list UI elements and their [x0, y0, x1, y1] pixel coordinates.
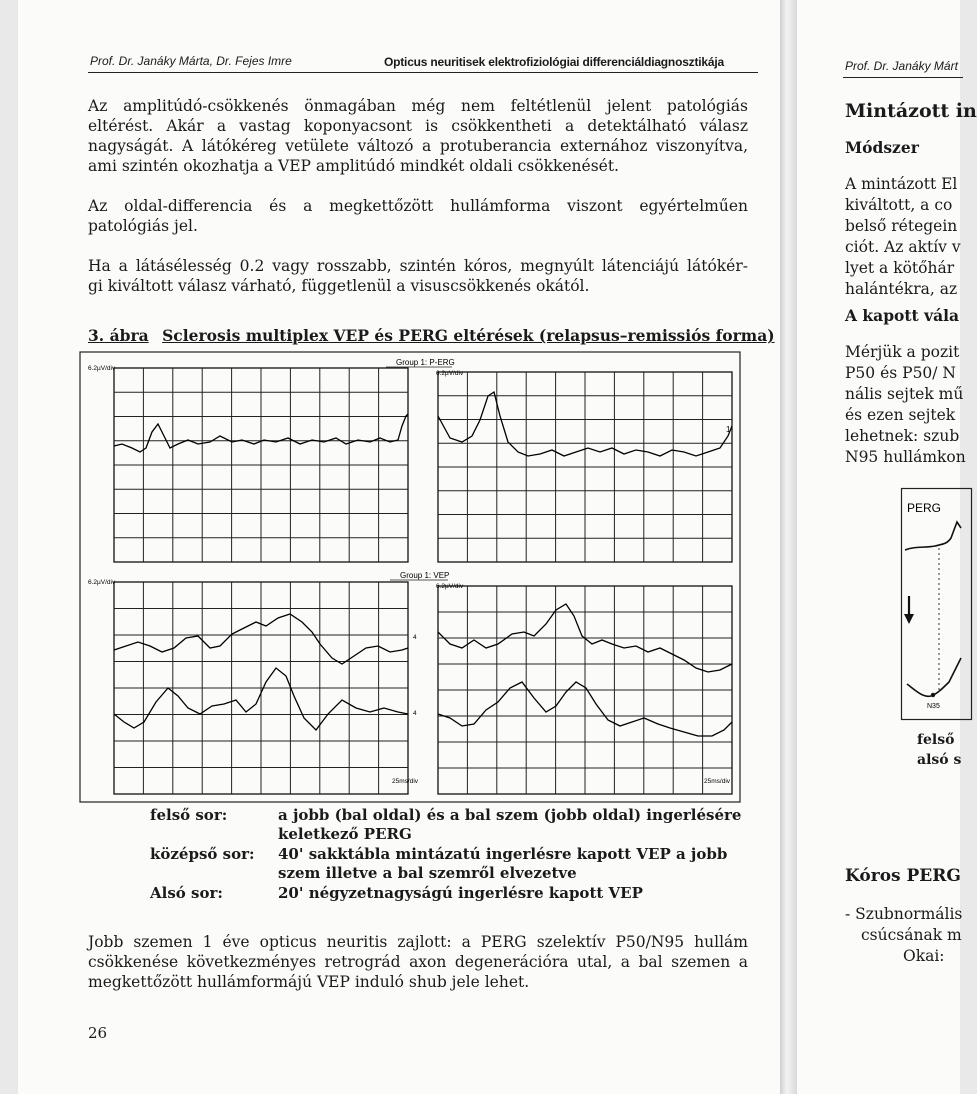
paragraph-line: kiváltott, a co [845, 196, 953, 214]
perg-group-label: Group 1: P-ERG [396, 358, 455, 367]
down-arrow-icon [904, 614, 914, 624]
caption-line: alsó s [917, 752, 962, 768]
right-figure-label: PERG [907, 501, 942, 515]
paragraph-1 [88, 96, 748, 176]
right-page [797, 0, 977, 1094]
list-item: Okai: [903, 947, 945, 965]
paragraph-3 [88, 256, 748, 296]
paragraph-line: Jobb szemen 1 éve opticus neuritis zajlott: a PERG szelektív P50/N95 hullám [88, 933, 748, 951]
right-n35-point [931, 693, 935, 697]
paragraph-line: lehetnek: szub [845, 427, 960, 445]
vep-group-label: Group 1: VEP [400, 571, 450, 580]
right-perg-figure [901, 488, 961, 720]
paragraph-line: A mintázott El [845, 175, 958, 193]
vep-left-scale: 6.2µV/div [88, 579, 116, 586]
figure-title [88, 326, 775, 345]
caption-text: a jobb (bal oldal) és a bal szem (jobb oldal) ingerlésére [278, 806, 742, 824]
paragraph-line: nális sejtek mű [845, 385, 964, 403]
caption-label: felső sor: [150, 806, 228, 824]
left-page [18, 0, 780, 1094]
paragraph-line: és ezen sejtek [845, 406, 956, 424]
vep-marker-upper: 4 [413, 634, 417, 641]
right-running-header: Prof. Dr. Janáky Márt [845, 59, 958, 73]
right-paragraph-2 [845, 342, 966, 468]
caption-text: 20' négyzetnagyságú ingerlésre kapott VEP [278, 884, 643, 902]
vep-right-scale: 6.2µV/div [436, 583, 464, 590]
paragraph-line: Mérjük a pozit [845, 343, 960, 361]
paragraph-line: N95 hullámkon [845, 448, 966, 466]
paragraph-line: eltérést. Akár a vastag koponyacsont is csökkentheti a detektálható válasz [88, 117, 748, 135]
paragraph-line: halántékra, az [845, 280, 958, 298]
caption-text: 40' sakktábla mintázatú ingerlésre kapott VEP a jobb [278, 845, 728, 863]
caption-row-top [150, 806, 750, 846]
paragraph-line: csökkenése következményes retrográd axon degenerációra utal, a bal szemen a [88, 953, 748, 971]
right-perg-trace-top [905, 522, 961, 550]
page-number: 26 [88, 1024, 108, 1042]
vep-marker-lower: 4 [413, 710, 417, 717]
paragraph-line: patológiás jel. [88, 217, 198, 235]
vep-left-timebase: 25ms/div [392, 778, 419, 785]
right-header-rule [843, 77, 963, 78]
figure-title-text: Sclerosis multiplex VEP és PERG eltérések (relapsus–remissiós forma) [162, 326, 775, 345]
caption-label: középső sor: [150, 845, 255, 863]
header-rule [88, 72, 758, 73]
paragraph-line: Az amplitúdó-csökkenés önmagában még nem feltétlenül jelent patológiás [88, 97, 748, 115]
paragraph-line: ami szintén okozhatja a VEP amplitúdó mindkét oldali csökkenését. [88, 157, 619, 175]
caption-row-middle [150, 845, 750, 885]
paragraph-4 [88, 932, 748, 992]
perg-panel-right [438, 372, 732, 562]
right-n35-label: N35 [927, 703, 940, 710]
list-item: - Szubnormális [845, 905, 963, 923]
right-heading-2: Módszer [845, 138, 919, 157]
paragraph-2 [88, 196, 748, 236]
paragraph-line: Ha a látásélesség 0.2 vagy rosszabb, szintén kóros, megnyúlt látenciájú látókér- [88, 257, 748, 275]
vep-panel-left [114, 582, 408, 794]
right-heading-1: Mintázott in [845, 100, 977, 122]
right-fig-caption [917, 730, 961, 770]
paragraph-line: gi kiváltott válasz várható, függetlenül a visuscsökkenés okától. [88, 277, 590, 295]
paragraph-line: P50 és P50/ N [845, 364, 956, 382]
paragraph-line: belső rétegein [845, 217, 958, 235]
right-heading-4: Kóros PERG [845, 866, 961, 886]
caption-line: felső [917, 732, 955, 748]
perg-right-scale: 6.2µV/div [436, 370, 464, 377]
paragraph-line: Az oldal-differencia és a megkettőzött hullámforma viszont egyértelműen [88, 197, 748, 215]
paragraph-line: megkettőzött hullámformájú VEP induló shub jele lehet. [88, 973, 530, 991]
perg-left-scale: 6.2µV/div [88, 365, 116, 372]
vep-panel-right [438, 586, 732, 794]
caption-label: Alsó sor: [150, 884, 223, 902]
caption-row-bottom [150, 884, 750, 904]
figure-3-panels [80, 352, 740, 802]
perg-panel-left [114, 368, 408, 562]
right-figure-frame [902, 489, 972, 720]
right-paragraph-1 [845, 174, 961, 300]
running-header-title: Opticus neuritisek elektrofiziológiai differenciáldiagnosztikája [384, 55, 724, 69]
figure-number: 3. ábra [88, 326, 149, 345]
right-perg-trace-bottom [907, 658, 961, 696]
running-header-authors: Prof. Dr. Janáky Márta, Dr. Fejes Imre [90, 54, 292, 68]
paragraph-line: nagyságát. A látókéreg vetülete változó a protuberancia externához viszonyítva, [88, 137, 748, 155]
right-heading-3: A kapott vála [845, 306, 960, 325]
perg-marker: 1 [726, 425, 731, 434]
caption-text: keletkező PERG [278, 825, 412, 843]
paragraph-line: ciót. Az aktív v [845, 238, 961, 256]
paragraph-line: lyet a kötőhár [845, 259, 955, 277]
right-list [845, 904, 962, 967]
list-item: csúcsának m [861, 926, 962, 944]
vep-right-timebase: 25ms/div [704, 778, 731, 785]
book-gutter [780, 0, 797, 1094]
caption-text: szem illetve a bal szemről elvezetve [278, 864, 577, 882]
